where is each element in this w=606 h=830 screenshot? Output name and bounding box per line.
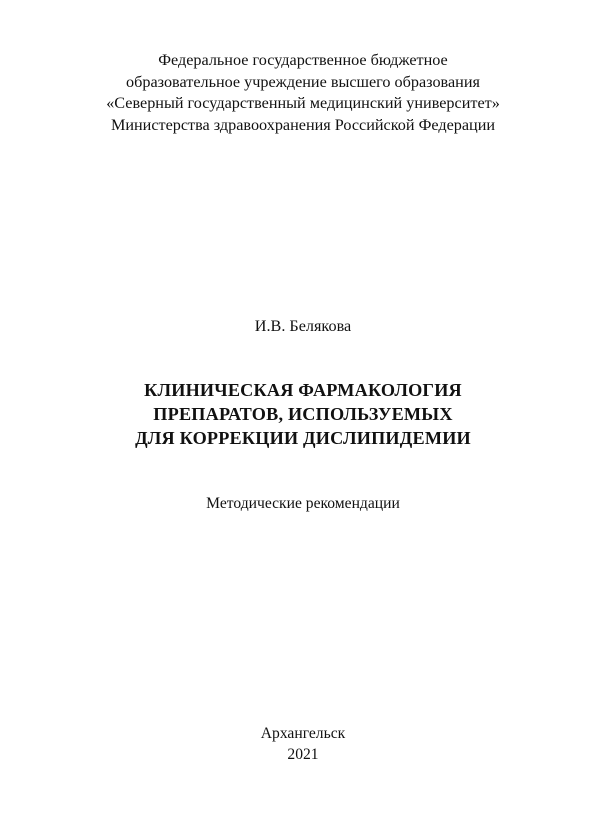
- document-subtitle: Методические рекомендации: [206, 495, 400, 512]
- institution-line-2: образовательное учреждение высшего образования: [126, 72, 480, 91]
- institution-header: [0, 50, 606, 136]
- institution-line-3: «Северный государственный медицинский университет»: [106, 94, 500, 112]
- author-name: И.В. Белякова: [254, 317, 352, 335]
- institution-line-4: Министерства здравоохранения Российской Федерации: [110, 115, 496, 134]
- institution-line-1: Федеральное государственное бюджетное: [158, 51, 448, 69]
- imprint-year: 2021: [287, 746, 319, 763]
- imprint: [0, 723, 606, 765]
- title-line-2: ПРЕПАРАТОВ, ИСПОЛЬЗУЕМЫХ: [153, 404, 453, 424]
- imprint-city: Архангельск: [260, 725, 346, 742]
- document-title: [0, 378, 606, 450]
- title-line-3: ДЛЯ КОРРЕКЦИИ ДИСЛИПИДЕМИИ: [135, 428, 471, 448]
- title-line-1: КЛИНИЧЕСКАЯ ФАРМАКОЛОГИЯ: [144, 380, 462, 400]
